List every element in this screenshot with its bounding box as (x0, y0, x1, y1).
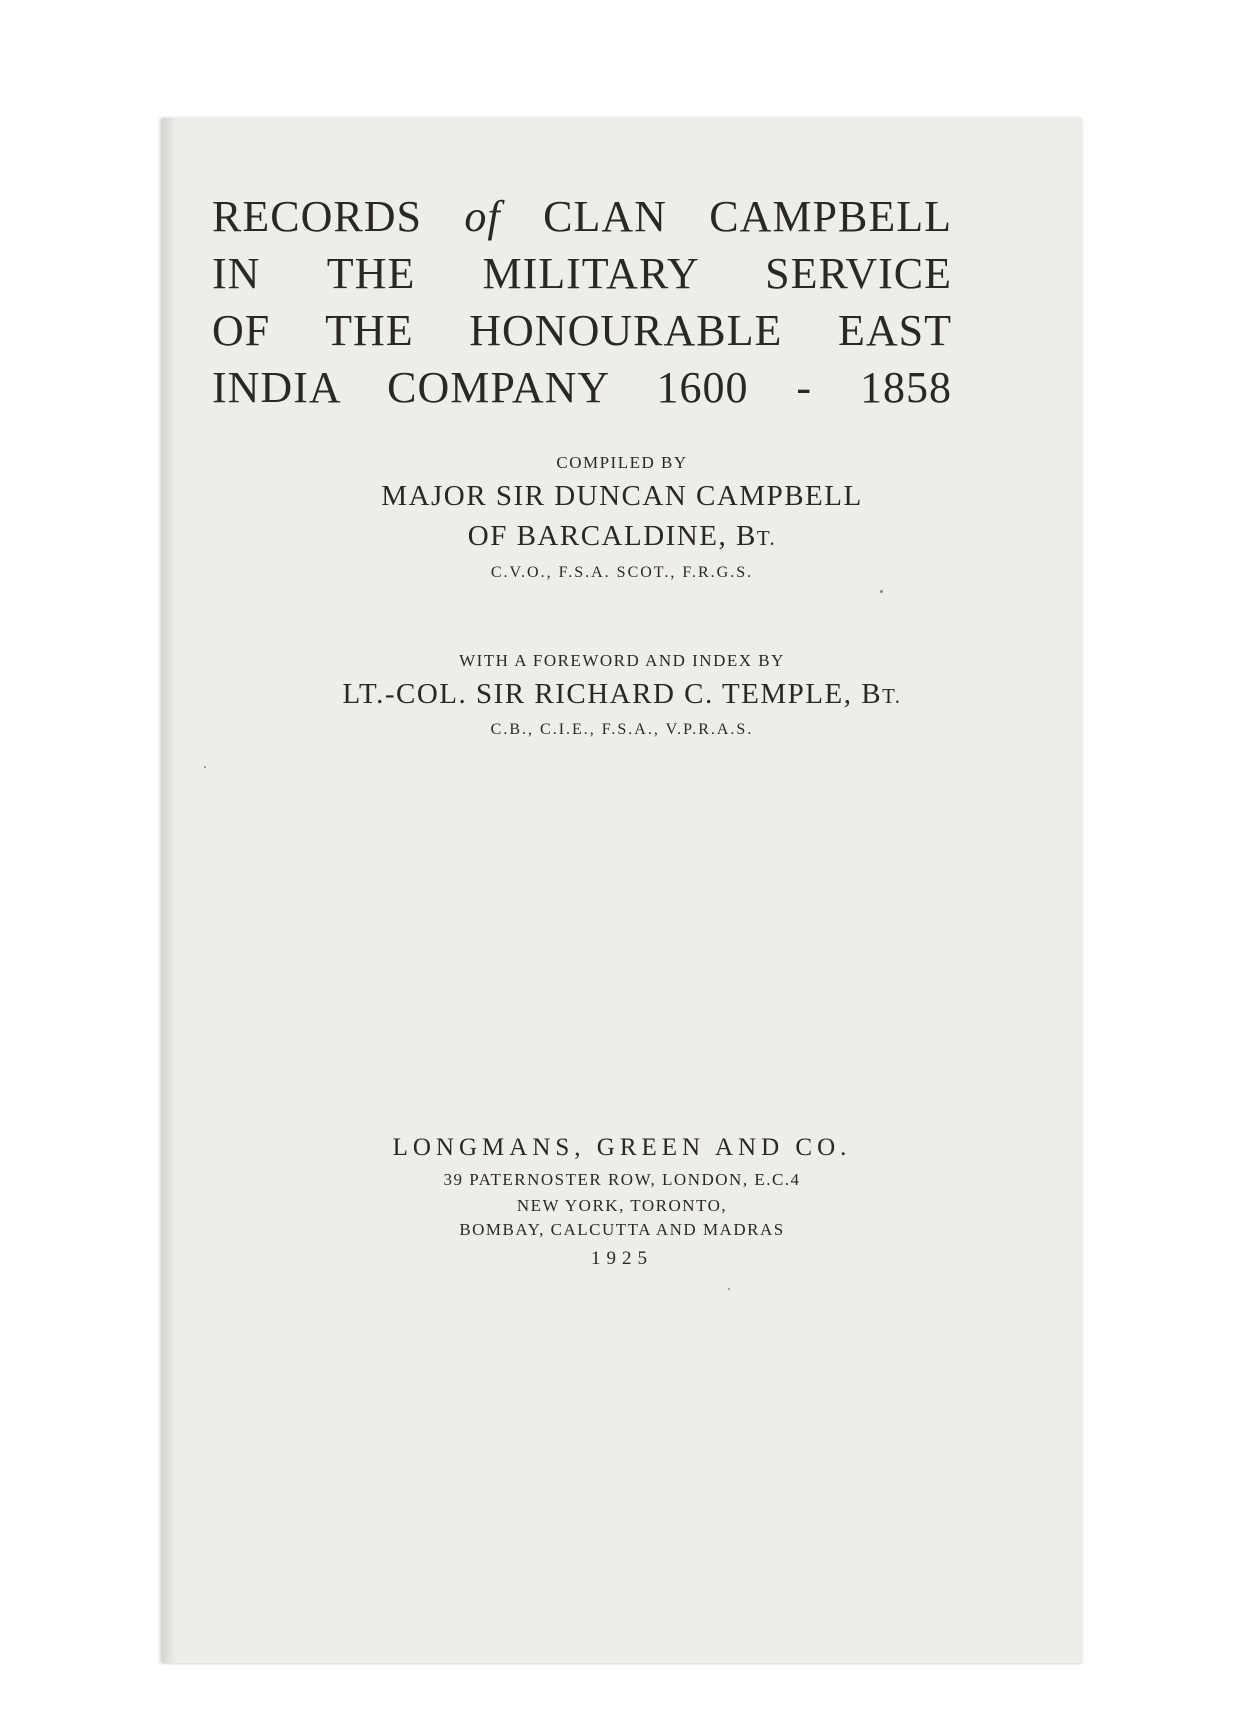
compiler-title-suffix: T. (756, 526, 777, 550)
publication-year: 1925 (591, 1248, 653, 1269)
paper-speck (728, 1288, 730, 1290)
compiled-by-label: COMPILED BY (556, 453, 688, 472)
foreword-title-suffix: T. (882, 684, 902, 708)
paper-speck (880, 590, 883, 593)
publisher-name: LONGMANS, GREEN AND CO. (392, 1134, 852, 1161)
publisher-cities-line-1: NEW YORK, TORONTO, (516, 1196, 728, 1215)
compiler-honours: C.V.O., F.S.A. SCOT., F.R.G.S. (490, 564, 754, 581)
publisher-cities-line-2: BOMBAY, CALCUTTA AND MADRAS (459, 1220, 785, 1239)
title-line-2: IN THE MILITARY SERVICE (212, 249, 952, 298)
compiler-name-line-1: MAJOR SIR DUNCAN CAMPBELL (381, 480, 863, 512)
foreword-label: WITH A FOREWORD AND INDEX BY (459, 651, 785, 670)
title-line-1: RECORDS of CLAN CAMPBELL (212, 192, 953, 241)
compiler-name-line-2: OF BARCALDINE, BT. (467, 520, 777, 552)
title-page (162, 118, 1082, 1663)
title-of-italic: of (464, 192, 501, 241)
foreword-author-name: LT.-COL. SIR RICHARD C. TEMPLE, BT. (342, 678, 902, 710)
paper-speck (204, 766, 206, 768)
title-line-3: OF THE HONOURABLE EAST (212, 306, 952, 355)
title-line-4: INDIA COMPANY 1600 - 1858 (212, 363, 952, 412)
foreword-author-honours: C.B., C.I.E., F.S.A., V.P.R.A.S. (490, 721, 754, 738)
book-title (212, 188, 952, 416)
publisher-address: 39 PATERNOSTER ROW, LONDON, E.C.4 (443, 1170, 801, 1189)
